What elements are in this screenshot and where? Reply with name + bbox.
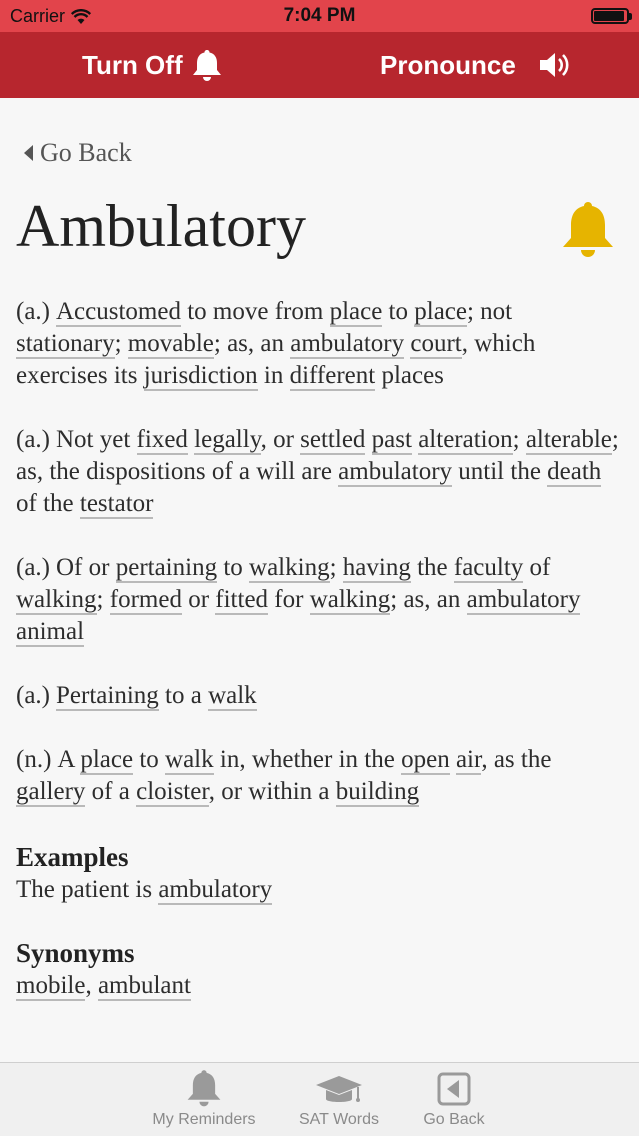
text-fragment: in, whether in the: [213, 746, 402, 773]
word-link[interactable]: ambulatory: [158, 876, 273, 903]
text-fragment: ;: [512, 426, 526, 453]
word-link[interactable]: place: [329, 298, 383, 325]
part-of-speech: (a.): [16, 554, 50, 581]
word-link[interactable]: alterable: [525, 426, 612, 453]
word-link[interactable]: Accustomed: [56, 298, 181, 325]
word-link[interactable]: animal: [16, 618, 85, 645]
go-back-label: Go Back: [40, 138, 132, 167]
word-link[interactable]: air: [455, 746, 482, 773]
carrier-label: Carrier: [10, 6, 66, 26]
text-fragment: ;: [96, 586, 110, 613]
word-title: Ambulatory: [16, 193, 306, 259]
turn-off-button[interactable]: [82, 32, 223, 98]
synonyms-title: Synonyms: [16, 938, 135, 968]
definition-item: [16, 424, 622, 520]
bell-icon: [185, 1069, 223, 1107]
word-link[interactable]: walking: [309, 586, 391, 613]
text-fragment: to: [217, 554, 250, 581]
word-link[interactable]: walking: [249, 554, 330, 581]
bell-icon: [560, 200, 616, 258]
word-link[interactable]: court: [410, 330, 462, 357]
text-fragment: ,: [85, 972, 98, 999]
text-fragment: to: [133, 746, 166, 773]
word-link[interactable]: jurisdiction: [143, 362, 258, 389]
text-fragment: in: [257, 362, 290, 389]
word-link[interactable]: legally: [194, 426, 261, 453]
word-link[interactable]: fixed: [136, 426, 188, 453]
word-link[interactable]: formed: [109, 586, 182, 613]
examples-title: Examples: [16, 842, 129, 872]
word-link[interactable]: having: [342, 554, 411, 581]
text-fragment: The patient is: [16, 876, 159, 903]
synonyms-text: [16, 970, 622, 1002]
text-fragment: , which exercises its: [16, 330, 536, 389]
word-link[interactable]: death: [547, 458, 602, 485]
text-fragment: Of or: [56, 554, 116, 581]
word-link[interactable]: ambulant: [97, 972, 191, 999]
back-square-icon: [436, 1071, 472, 1107]
turn-off-label: Turn Off: [82, 49, 183, 80]
word-link[interactable]: place: [80, 746, 134, 773]
definitions-list: [16, 296, 622, 808]
tab-label: SAT Words: [298, 1111, 380, 1128]
word-link[interactable]: different: [289, 362, 376, 389]
text-fragment: Not yet: [56, 426, 137, 453]
word-link[interactable]: faculty: [453, 554, 524, 581]
word-link[interactable]: gallery: [16, 778, 86, 805]
tab-label: My Reminders: [152, 1111, 256, 1128]
triangle-left-icon: [22, 143, 34, 163]
word-link[interactable]: ambulatory: [338, 458, 453, 485]
text-fragment: , as the: [481, 746, 552, 773]
word-link[interactable]: mobile: [16, 972, 86, 999]
text-fragment: for: [268, 586, 310, 613]
definition-item: [16, 296, 622, 392]
text-fragment: ; as, the dispositions of a will are: [16, 426, 619, 485]
word-link[interactable]: testator: [79, 490, 154, 517]
graduation-cap-icon: [314, 1073, 364, 1107]
definition-item: [16, 744, 622, 808]
text-fragment: ; not: [466, 298, 513, 325]
tab-sat-words[interactable]: [290, 1063, 388, 1136]
part-of-speech: (a.): [16, 426, 50, 453]
tab-bar: [0, 1062, 639, 1136]
text-fragment: to: [382, 298, 415, 325]
definition-item: [16, 552, 622, 648]
status-time: 7:04 PM: [283, 5, 356, 26]
text-fragment: to a: [158, 682, 209, 709]
text-fragment: ;: [329, 554, 343, 581]
word-link[interactable]: walk: [165, 746, 214, 773]
examples-text: [16, 874, 622, 906]
word-link[interactable]: pertaining: [115, 554, 218, 581]
pronounce-button[interactable]: [380, 32, 574, 98]
text-fragment: or: [181, 586, 216, 613]
reminder-bell-button[interactable]: [560, 200, 616, 263]
word-link[interactable]: movable: [127, 330, 214, 357]
go-back-link[interactable]: [22, 138, 132, 168]
battery-icon: [591, 8, 629, 24]
word-link[interactable]: walk: [208, 682, 257, 709]
text-fragment: until the: [452, 458, 548, 485]
word-link[interactable]: ambulatory: [466, 586, 581, 613]
word-link[interactable]: walking: [16, 586, 97, 613]
bell-icon: [191, 48, 223, 82]
word-link[interactable]: place: [414, 298, 467, 325]
word-link[interactable]: settled: [300, 426, 366, 453]
text-fragment: , or within a: [208, 778, 336, 805]
text-fragment: ; as, an: [390, 586, 467, 613]
speaker-icon: [538, 50, 574, 80]
word-link[interactable]: building: [335, 778, 420, 805]
text-fragment: A: [57, 746, 81, 773]
text-fragment: places: [375, 362, 444, 389]
word-link[interactable]: open: [401, 746, 450, 773]
text-fragment: to move from: [180, 298, 330, 325]
definition-content: [16, 296, 622, 1032]
part-of-speech: (a.): [16, 298, 50, 325]
text-fragment: of a: [85, 778, 137, 805]
tab-go-back[interactable]: [414, 1063, 494, 1136]
part-of-speech: (n.): [16, 746, 52, 773]
word-link[interactable]: ambulatory: [290, 330, 405, 357]
text-fragment: ; as, an: [213, 330, 291, 357]
tab-my-reminders[interactable]: [148, 1063, 260, 1136]
text-fragment: of the: [16, 490, 80, 517]
text-fragment: of: [523, 554, 551, 581]
text-fragment: [365, 426, 371, 453]
battery-level: [594, 11, 624, 21]
tab-label: Go Back: [423, 1111, 485, 1128]
action-bar: [0, 32, 639, 98]
word-link[interactable]: alteration: [418, 426, 513, 453]
word-link[interactable]: fitted: [215, 586, 269, 613]
text-fragment: the: [410, 554, 454, 581]
status-bar: [0, 0, 639, 32]
word-link[interactable]: Pertaining: [56, 682, 159, 709]
word-link[interactable]: cloister: [136, 778, 209, 805]
text-fragment: ;: [114, 330, 128, 357]
pronounce-label: Pronounce: [380, 49, 516, 80]
word-link[interactable]: past: [371, 426, 412, 453]
text-fragment: , or: [260, 426, 301, 453]
definition-item: [16, 680, 622, 712]
word-link[interactable]: stationary: [16, 330, 115, 357]
part-of-speech: (a.): [16, 682, 50, 709]
